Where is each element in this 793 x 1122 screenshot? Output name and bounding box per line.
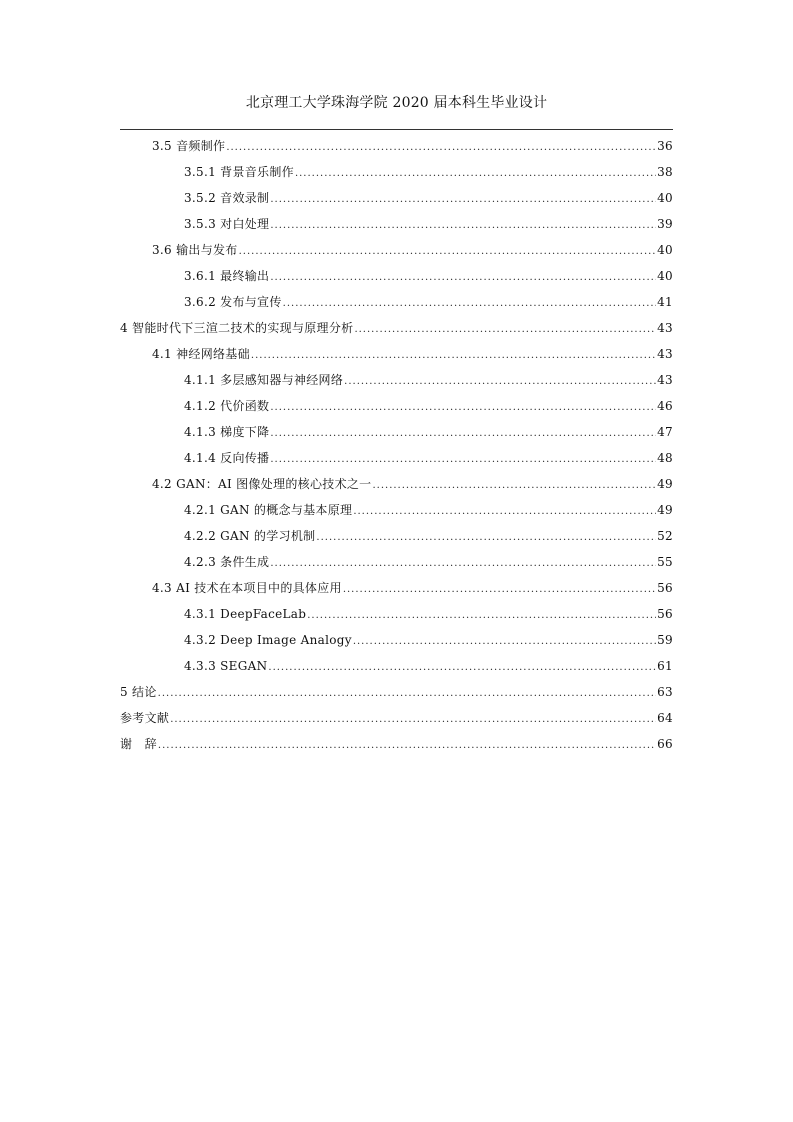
toc-entry-page-number: 59: [657, 633, 673, 647]
toc-dot-leader: [158, 681, 656, 707]
toc-entry-label: 参考文献: [120, 711, 170, 725]
toc-entry-label: 3.6.2 发布与宣传: [184, 295, 282, 309]
toc-entry-label: 4.2.3 条件生成: [184, 555, 270, 569]
toc-dot-leader: [372, 473, 656, 499]
toc-entry-page-number: 39: [657, 217, 673, 231]
toc-entry-label: 5 结论: [120, 685, 157, 699]
header-rule: [120, 129, 673, 130]
toc-entry-page-number: 38: [657, 165, 673, 179]
toc-entry[interactable]: [120, 497, 673, 523]
toc-entry-label: 3.6 输出与发布: [152, 243, 238, 257]
toc-entry-label: 3.5.1 背景音乐制作: [184, 165, 294, 179]
toc-entry-page-number: 56: [657, 607, 673, 621]
toc-dot-leader: [270, 187, 656, 213]
toc-dot-leader: [270, 447, 656, 473]
toc-entry-label: 4.3.1 DeepFaceLab: [184, 607, 307, 621]
toc-dot-leader: [353, 499, 656, 525]
toc-entry-label: 4.1 神经网络基础: [152, 347, 250, 361]
toc-entry-page-number: 47: [657, 425, 673, 439]
toc-dot-leader: [270, 421, 656, 447]
toc-entry[interactable]: [120, 731, 673, 757]
toc-entry[interactable]: [120, 159, 673, 185]
toc-entry-page-number: 49: [657, 477, 673, 491]
toc-entry-page-number: 43: [657, 373, 673, 387]
toc-entry[interactable]: [120, 185, 673, 211]
toc-entry-label: 4.3.2 Deep Image Analogy: [184, 633, 352, 647]
toc-dot-leader: [307, 603, 656, 629]
toc-entry-page-number: 43: [657, 321, 673, 335]
toc-entry-page-number: 49: [657, 503, 673, 517]
toc-entry-label: 3.6.1 最终输出: [184, 269, 270, 283]
toc-entry[interactable]: [120, 471, 673, 497]
toc-dot-leader: [270, 395, 656, 421]
toc-entry-page-number: 52: [657, 529, 673, 543]
toc-dot-leader: [283, 291, 656, 317]
toc-dot-leader: [239, 239, 657, 265]
toc-entry-label: 3.5 音频制作: [152, 139, 226, 153]
toc-entry[interactable]: [120, 705, 673, 731]
toc-dot-leader: [251, 343, 656, 369]
toc-entry[interactable]: [120, 523, 673, 549]
toc-entry[interactable]: [120, 315, 673, 341]
toc-entry-page-number: 40: [657, 269, 673, 283]
toc-entry-label: 4.2 GAN：AI 图像处理的核心技术之一: [152, 477, 372, 491]
page-header: 北京理工大学珠海学院 2020 届本科生毕业设计: [245, 95, 548, 111]
toc-entry[interactable]: [120, 601, 673, 627]
toc-entry[interactable]: [120, 419, 673, 445]
toc-dot-leader: [344, 369, 656, 395]
toc-dot-leader: [354, 317, 656, 343]
toc-entry-page-number: 40: [657, 243, 673, 257]
toc-entry[interactable]: [120, 549, 673, 575]
toc-entry-label: 4.1.4 反向传播: [184, 451, 270, 465]
toc-entry-page-number: 56: [657, 581, 673, 595]
toc-entry[interactable]: [120, 263, 673, 289]
toc-dot-leader: [270, 213, 656, 239]
toc-dot-leader: [170, 707, 656, 733]
toc-entry-label: 4.3 AI 技术在本项目中的具体应用: [152, 581, 342, 595]
toc-entry-label: 4.3.3 SEGAN: [184, 659, 268, 673]
toc-entry-label: 3.5.3 对白处理: [184, 217, 270, 231]
toc-entry[interactable]: [120, 367, 673, 393]
toc-entry-page-number: 36: [657, 139, 673, 153]
toc-entry[interactable]: [120, 237, 673, 263]
toc-entry-page-number: 41: [657, 295, 673, 309]
table-of-contents: [120, 133, 673, 757]
toc-entry-page-number: 66: [657, 737, 673, 751]
toc-entry-label: 4.1.2 代价函数: [184, 399, 270, 413]
toc-dot-leader: [158, 733, 656, 759]
toc-entry[interactable]: [120, 653, 673, 679]
toc-entry-page-number: 61: [657, 659, 673, 673]
toc-entry-page-number: 40: [657, 191, 673, 205]
toc-entry[interactable]: [120, 133, 673, 159]
toc-entry-page-number: 55: [657, 555, 673, 569]
toc-entry[interactable]: [120, 575, 673, 601]
toc-entry-page-number: 46: [657, 399, 673, 413]
toc-entry[interactable]: [120, 289, 673, 315]
toc-entry-page-number: 63: [657, 685, 673, 699]
toc-dot-leader: [343, 577, 656, 603]
toc-dot-leader: [268, 655, 656, 681]
toc-dot-leader: [316, 525, 656, 551]
toc-entry[interactable]: [120, 679, 673, 705]
toc-entry[interactable]: [120, 627, 673, 653]
toc-entry-label: 4 智能时代下三渲二技术的实现与原理分析: [120, 321, 354, 335]
toc-dot-leader: [270, 551, 656, 577]
toc-dot-leader: [353, 629, 656, 655]
toc-entry-page-number: 64: [657, 711, 673, 725]
toc-dot-leader: [295, 161, 656, 187]
toc-entry[interactable]: [120, 211, 673, 237]
toc-entry-page-number: 48: [657, 451, 673, 465]
toc-entry-label: 4.2.2 GAN 的学习机制: [184, 529, 316, 543]
toc-dot-leader: [270, 265, 656, 291]
toc-entry-page-number: 43: [657, 347, 673, 361]
toc-dot-leader: [226, 135, 656, 161]
toc-entry-label: 4.1.1 多层感知器与神经网络: [184, 373, 344, 387]
toc-entry-label: 4.2.1 GAN 的概念与基本原理: [184, 503, 353, 517]
toc-entry-label: 3.5.2 音效录制: [184, 191, 270, 205]
toc-entry-label: 谢 辞: [120, 737, 157, 751]
toc-entry-label: 4.1.3 梯度下降: [184, 425, 270, 439]
toc-entry[interactable]: [120, 445, 673, 471]
toc-entry[interactable]: [120, 341, 673, 367]
toc-entry[interactable]: [120, 393, 673, 419]
